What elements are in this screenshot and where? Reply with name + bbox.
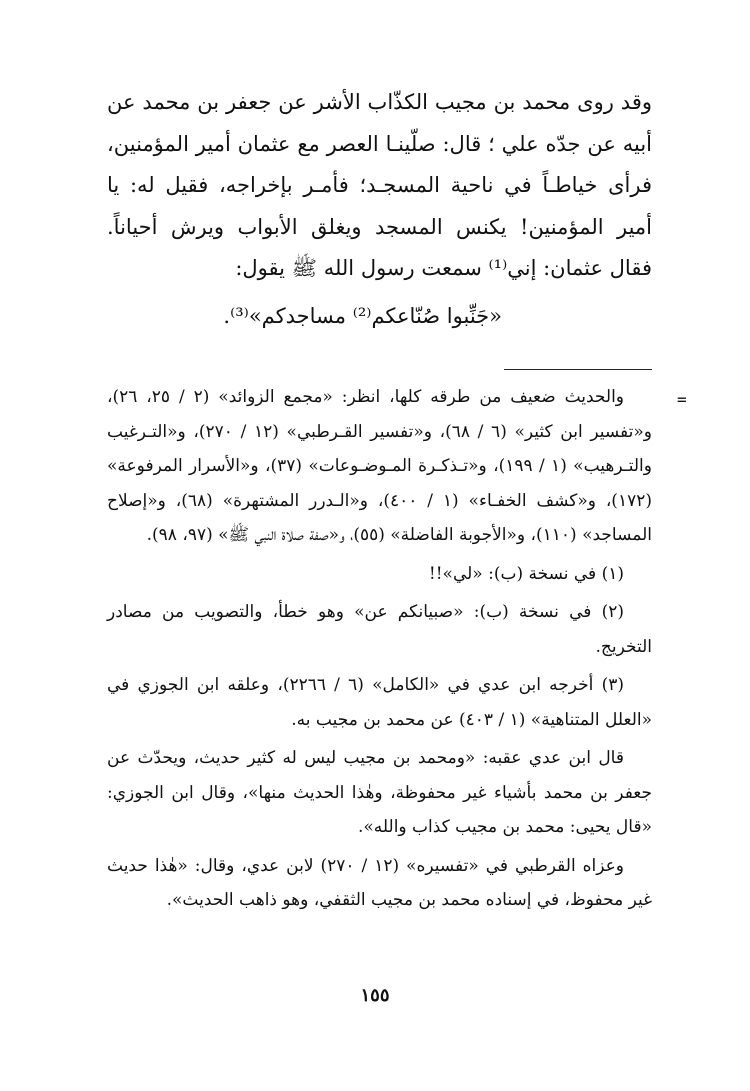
hadith-quote: «جَنِّبوا صُنّاعكم⁽²⁾ مساجدكم»⁽³⁾. [223, 303, 502, 328]
continuation-marker: = [677, 390, 687, 409]
main-paragraph: وقد روى محمد بن مجيب الكذّاب الأشر عن جعفر بن محمد عن أبيه عن جدّه علي ؛ قال: صلّينـا العصر مع عثمان أمير المؤمنين، فرأى خياطـاً في ناحية المسجـد؛ فأمـر بإخراجه، فقيل له: يا أمير المؤمنين! يكنس المسجد ويغلق الأبواب ويرش أحياناً. فقال عثمان: إني⁽¹⁾ سمعت رسول الله ﷺ يقول: [107, 90, 652, 280]
page-number: ١٥٥ [360, 985, 390, 1006]
footnote-3: (٣) أخرجه ابن عدي في «الكامل» (٦ / ٢٢٦٦)، وعلقه ابن الجوزي في «العلل المتناهية» (١ / ٤٠٣) عن محمد بن مجيب به. [107, 675, 652, 730]
footnote-separator [504, 369, 652, 370]
footnotes [107, 380, 652, 918]
footnote-1: (١) في نسخة (ب): «لي»!! [428, 563, 624, 584]
footnote-3-commentary-a: قال ابن عدي عقبه: «ومحمد بن مجيب ليس له كثير حديث، ويحدّث عن جعفر بن محمد بأشياء غير محفوظة، وهٰذا الحديث منها»، وقال ابن الجوزي: «قال يحيى: محمد بن مجيب كذاب والله». [107, 748, 652, 837]
footnote-3-commentary-b: وعزاه القرطبي في «تفسيره» (١٢ / ٢٧٠) لابن عدي، وقال: «هٰذا حديث غير محفوظ، في إسناده محمد بن مجيب الثقفي، وهو ذاهب الحديث». [107, 855, 652, 910]
main-text [107, 82, 652, 337]
footnote-2: (٢) في نسخة (ب): «صبيانكم عن» وهو خطأ، والتصويب من مصادر التخريج. [107, 602, 652, 657]
footnote-continuation: والحديث ضعيف من طرقه كلها، انظر: «مجمع الزوائد» (٢ / ٢٥، ٢٦)، و«تفسير ابن كثير» (٦ / ٦٨)، و«تفسير القـرطبي» (١٢ / ٢٧٠)، و«التـرغيب والتـرهيب» (١ / ١٩٩)، و«تـذكـرة المـوضـوعات» (٣٧)، و«الأسرار المرفوعة» (١٧٢)، و«كشف الخفـاء» (١ / ٤٠٠)، و«الـدرر المشتهرة» (٦٨)، و«إصلاح المساجد» (١١٠)، و«الأجوبة الفاضلة» (٥٥)، و«صفة صلاة النبي ﷺ» (٩٧، ٩٨). [107, 387, 652, 545]
